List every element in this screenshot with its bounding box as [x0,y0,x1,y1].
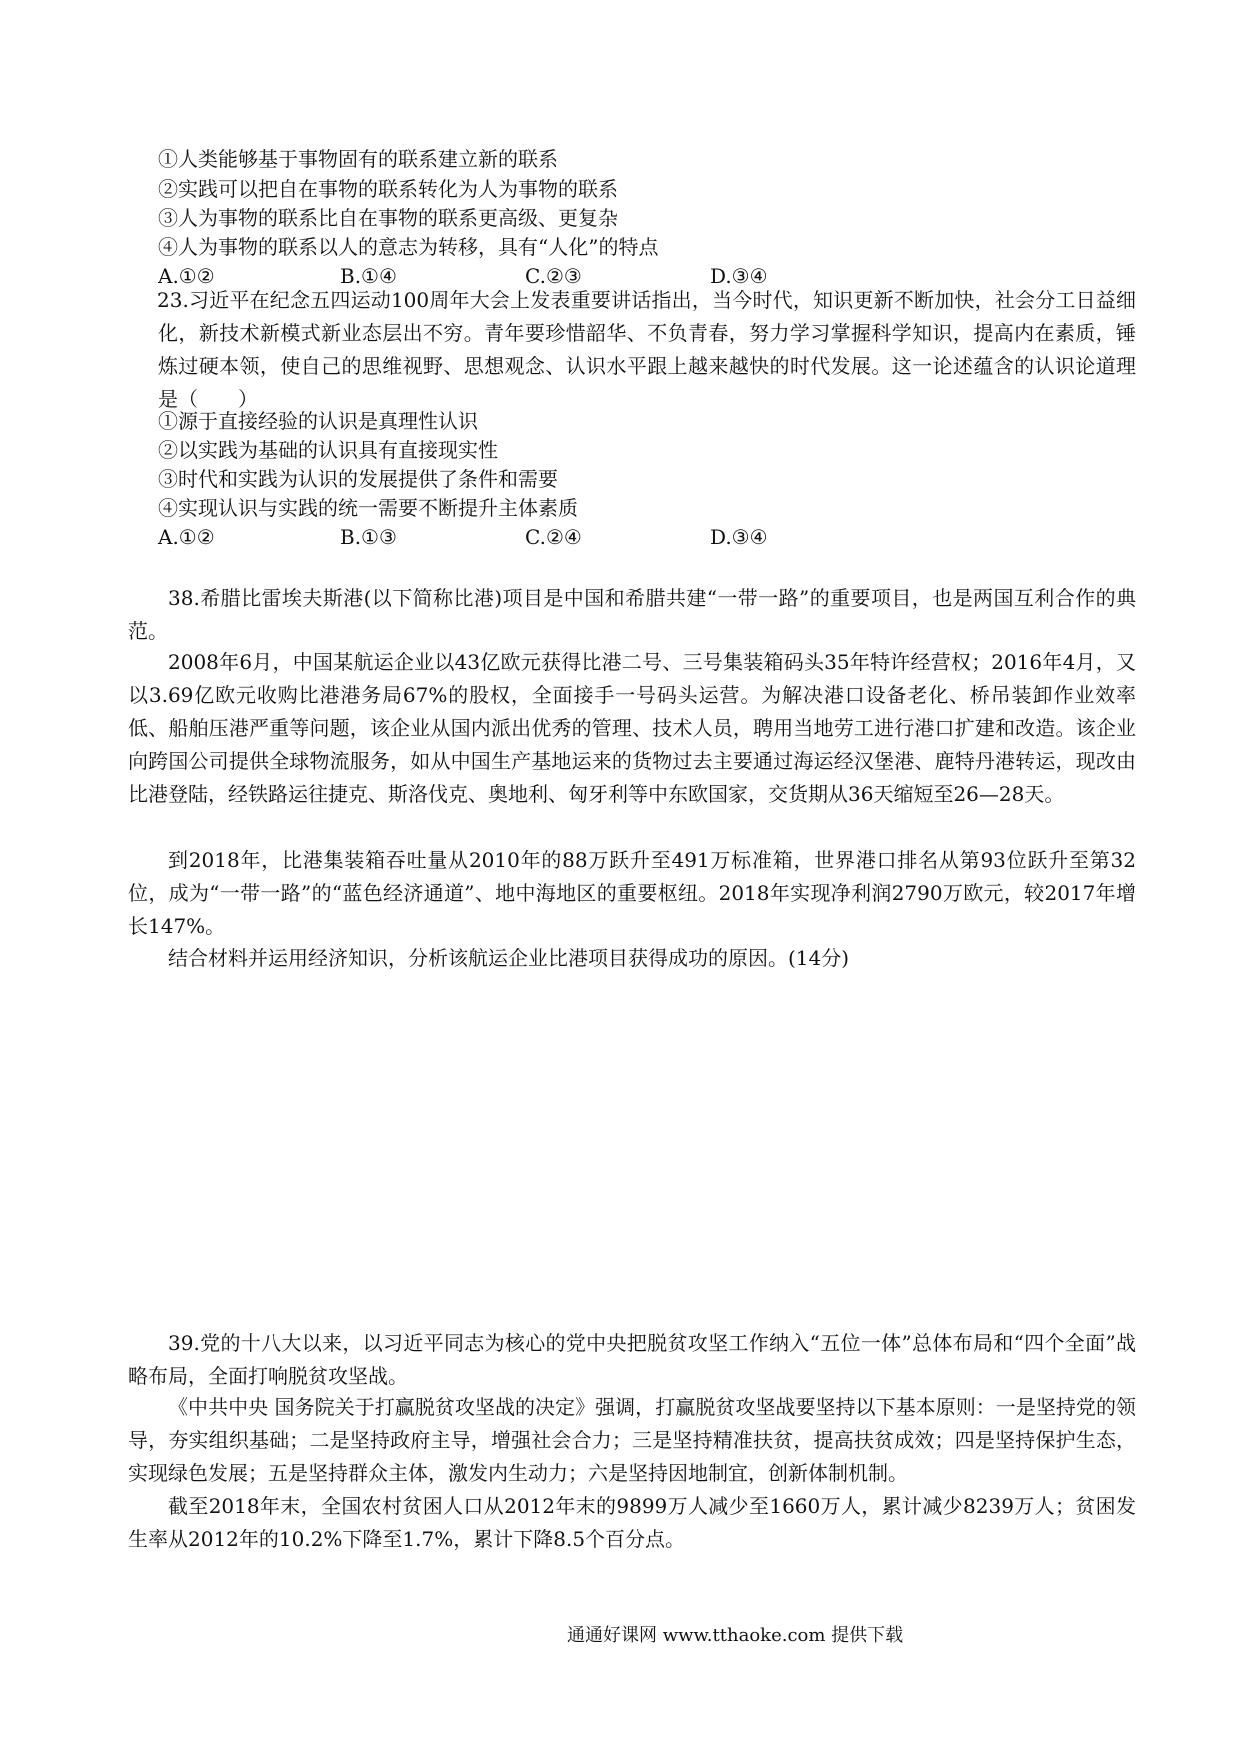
q38-paragraph-2: 到2018年，比港集装箱吞吐量从2010年的88万跃升至491万标准箱，世界港口排名从第93位跃升至第32位，成为“一带一路”的“蓝色经济通道”、地中海地区的重要枢纽。2018年实现净利润2790万欧元，较2017年增长147%。 [128,848,1136,938]
q23-option-b: B.①③ [340,525,397,549]
q39-intro: 39.党的十八大以来，以习近平同志为核心的党中央把脱贫攻坚工作纳入“五位一体”总体布局和“四个全面”战略布局，全面打响脱贫攻坚战。 [128,1331,1136,1388]
q23-option-a: A.①② [158,525,215,549]
q39-paragraph-2: 截至2018年末，全国农村贫困人口从2012年末的9899万人减少至1660万人，累计减少8239万人；贫困发生率从2012年的10.2%下降至1.7%，累计下降8.5个百分点。 [128,1494,1136,1551]
q22-statement-3: ③人为事物的联系比自在事物的联系更高级、更复杂 [158,206,618,230]
q23-stem-text: 23.习近平在纪念五四运动100周年大会上发表重要讲话指出，当今时代，知识更新不断加快，社会分工日益细化，新技术新模式新业态层出不穷。青年要珍惜韶华、不负青春，努力学习掌握科学知识，提高内在素质，锤炼过硬本领，使自己的思维视野、思想观念、认识水平跟上越来越快的时代发展。这一论述蕴含的认识论道理是（ ） [157,288,1136,411]
q23-statement-3: ③时代和实践为认识的发展提供了条件和需要 [158,467,558,491]
q23-statement-1: ①源于直接经验的认识是真理性认识 [158,409,478,433]
q23-statement-2: ②以实践为基础的认识具有直接现实性 [158,438,498,462]
q39-paragraph-1: 《中共中央 国务院关于打赢脱贫攻坚战的决定》强调，打赢脱贫攻坚战要坚持以下基本原则：一是坚持党的领导，夯实组织基础；二是坚持政府主导，增强社会合力；三是坚持精准扶贫，提高扶贫成效；四是坚持保护生态，实现绿色发展；五是坚持群众主体，激发内生动力；六是坚持因地制宜，创新体制机制。 [128,1395,1136,1485]
q23-statement-4: ④实现认识与实践的统一需要不断提升主体素质 [158,496,578,520]
q22-option-c: C.②③ [525,264,582,288]
q38-task: 结合材料并运用经济知识，分析该航运企业比港项目获得成功的原因。(14分) [168,946,850,970]
q22-option-b: B.①④ [340,264,397,288]
q38-paragraph-1: 2008年6月，中国某航运企业以43亿欧元获得比港二号、三号集装箱码头35年特许经营权；2016年4月，又以3.69亿欧元收购比港港务局67%的股权，全面接手一号码头运营。为解决港口设备老化、桥吊装卸作业效率低、船舶压港严重等问题，该企业从国内派出优秀的管理、技术人员，聘用当地劳工进行港口扩建和改造。该企业向跨国公司提供全球物流服务，如从中国生产基地运来的货物过去主要通过海运经汉堡港、鹿特丹港转运，现改由比港登陆，经铁路运往捷克、斯洛伐克、奥地利、匈牙利等中东欧国家，交货期从36天缩短至26—28天。 [128,650,1136,806]
footer-download-note: 通通好课网 www.tthaoke.com 提供下载 [567,1625,904,1646]
q23-option-c: C.②④ [525,525,582,549]
q22-statement-2: ②实践可以把自在事物的联系转化为人为事物的联系 [158,177,618,201]
q38-intro: 38.希腊比雷埃夫斯港(以下简称比港)项目是中国和希腊共建“一带一路”的重要项目，也是两国互利合作的典范。 [128,586,1136,643]
q22-statement-4: ④人为事物的联系以人的意志为转移，具有“人化”的特点 [158,235,659,259]
q22-statement-1: ①人类能够基于事物固有的联系建立新的联系 [158,147,558,171]
q23-option-d: D.③④ [710,525,768,549]
q23-stem [158,284,1136,416]
q22-option-d: D.③④ [710,264,768,288]
q22-option-a: A.①② [158,264,215,288]
